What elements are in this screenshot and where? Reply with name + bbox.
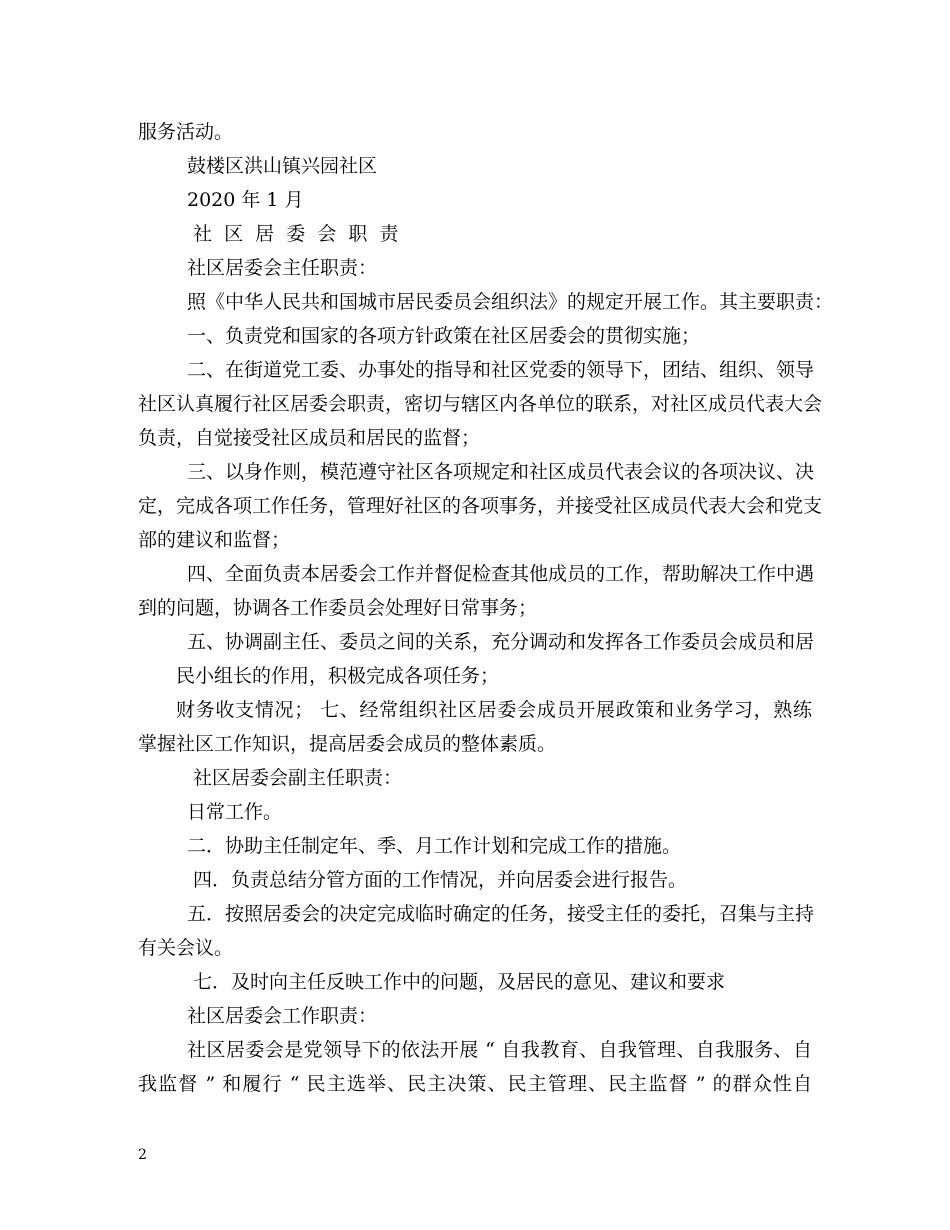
- subheading: 社区居委会工作职责：: [187, 1005, 378, 1027]
- text-line: 2020 年 1 月: [187, 189, 304, 211]
- text-line: 财务收支情况； 七、经常组织社区居委会成员开展政策和业务学习，熟练: [176, 699, 812, 721]
- text-line: 日常工作。: [187, 801, 283, 823]
- text-line: 部的建议和监督；: [138, 529, 291, 551]
- text-line: 二、在街道党工委、办事处的指导和社区党委的领导下，团结、组织、领导: [187, 359, 815, 381]
- text-line: 掌握社区工作知识，提高居委会成员的整体素质。: [138, 733, 557, 755]
- text-line: 鼓楼区洪山镇兴园社区: [187, 155, 378, 177]
- text-line: 负责，自觉接受社区成员和居民的监督；: [138, 427, 481, 449]
- text-line: 二．协助主任制定年、季、月工作计划和完成工作的措施。: [187, 835, 682, 857]
- text-line: 民小组长的作用，积极完成各项任务；: [176, 665, 500, 687]
- text-line: 服务活动。: [138, 121, 234, 143]
- text-line: 社区认真履行社区居委会职责，密切与辖区内各单位的联系，对社区成员代表大会: [138, 393, 823, 415]
- text-line: 照《中华人民共和国城市居民委员会组织法》的规定开展工作。其主要职责：: [187, 291, 834, 313]
- section-heading: 社 区 居 委 会 职 责: [193, 223, 399, 245]
- text-line: 五、协调副主任、委员之间的关系，充分调动和发挥各工作委员会成员和居: [187, 631, 815, 653]
- page-number: 2: [138, 1147, 147, 1163]
- text-line: 五．按照居委会的决定完成临时确定的任务，接受主任的委托，召集与主持: [187, 903, 815, 925]
- text-line: 四、全面负责本居委会工作并督促检查其他成员的工作，帮助解决工作中遇: [187, 563, 815, 585]
- text-line: 社区居委会是党领导下的依法开展 “ 自我教育、自我管理、自我服务、自: [187, 1039, 812, 1061]
- text-line: 四．负责总结分管方面的工作情况，并向居委会进行报告。: [193, 869, 688, 891]
- text-line: 一、负责党和国家的各项方针政策在社区居委会的贯彻实施；: [187, 325, 701, 347]
- text-line: 三、以身作则，模范遵守社区各项规定和社区成员代表会议的各项决议、决: [187, 461, 815, 483]
- text-line: 定，完成各项工作任务，管理好社区的各项事务，并接受社区成员代表大会和党支: [138, 495, 823, 517]
- text-line: 我监督 ” 和履行 “ 民主选举、民主决策、民主管理、民主监督 ” 的群众性自: [138, 1073, 812, 1095]
- subheading: 社区居委会主任职责：: [187, 257, 378, 279]
- text-line: 七．及时向主任反映工作中的问题，及居民的意见、建议和要求: [193, 971, 726, 993]
- subheading: 社区居委会副主任职责：: [193, 767, 403, 789]
- text-line: 到的问题，协调各工作委员会处理好日常事务；: [138, 597, 538, 619]
- text-line: 有关会议。: [138, 937, 234, 959]
